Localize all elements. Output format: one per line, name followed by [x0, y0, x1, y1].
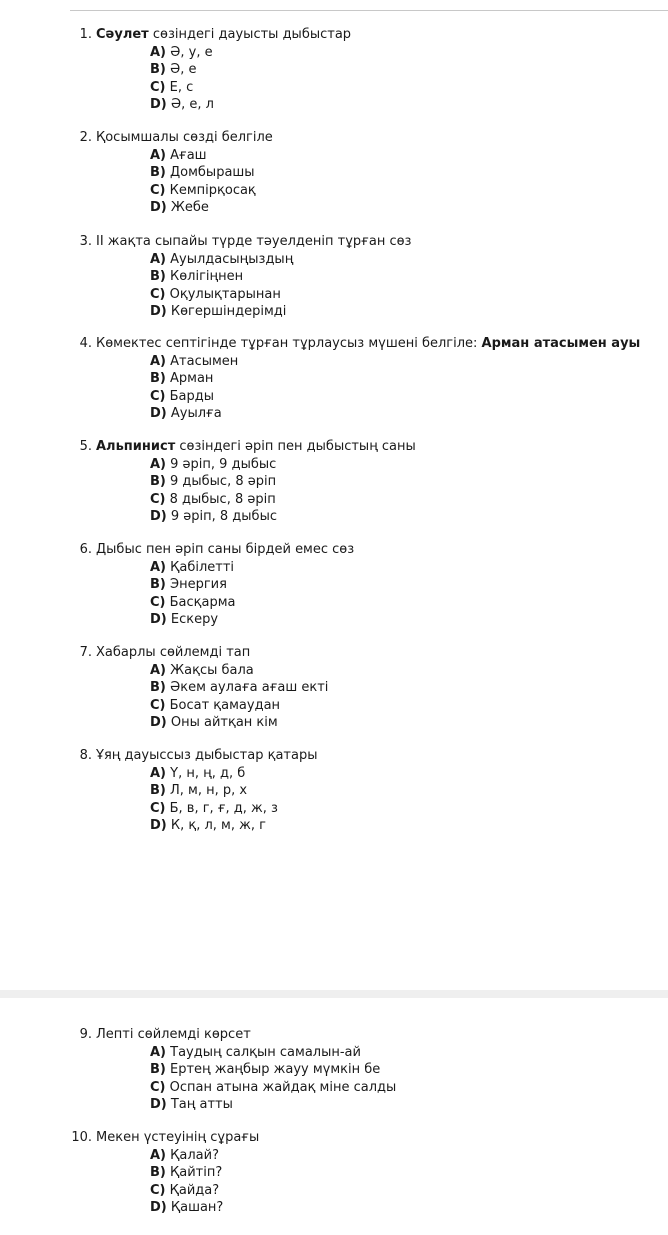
option-text: Ә, у, е: [166, 44, 213, 60]
question-1: [0, 26, 668, 114]
top-divider: [70, 10, 668, 11]
question-text: [96, 335, 640, 353]
option-letter: C): [150, 491, 166, 507]
answer-options: [150, 1147, 668, 1217]
option-text: Б, в, г, ғ, д, ж, з: [165, 800, 278, 816]
option-text: Домбырашы: [165, 165, 255, 180]
option-letter: C): [150, 182, 166, 198]
option-text: Ә, е, л: [166, 97, 214, 112]
option-letter: A): [150, 765, 167, 781]
option-letter: B): [150, 577, 166, 592]
option-letter: D): [150, 304, 167, 319]
answer-option: [150, 576, 668, 594]
option-text: Жебе: [166, 200, 209, 215]
question-text-part: ІІ жақта сыпайы түрде тәуелденіп тұрған сөз: [96, 234, 412, 249]
answer-options: [150, 456, 668, 526]
answer-option: [150, 817, 668, 835]
answer-options: [150, 559, 668, 629]
answer-option: [150, 697, 668, 715]
option-letter: D): [150, 200, 167, 215]
answer-option: [150, 44, 668, 62]
question-line: [0, 541, 668, 559]
answer-option: [150, 1147, 668, 1165]
option-text: 8 дыбыс, 8 әріп: [165, 491, 276, 507]
answer-option: [150, 611, 668, 629]
question-line: [0, 438, 668, 456]
answer-option: [150, 182, 668, 200]
question-number: 10.: [71, 1130, 92, 1145]
answer-options: [150, 44, 668, 114]
answer-option: [150, 286, 668, 304]
option-text: Босат қамаудан: [165, 697, 281, 713]
option-text: Л, м, н, р, х: [165, 783, 248, 798]
option-text: Ауылға: [166, 406, 222, 421]
question-5: [0, 438, 668, 526]
option-letter: A): [150, 559, 167, 575]
option-letter: A): [150, 1044, 167, 1060]
answer-option: [150, 782, 668, 800]
option-text: Жақсы бала: [166, 662, 254, 678]
answer-option: [150, 800, 668, 818]
option-text: Ә, е: [165, 62, 197, 77]
question-line: [0, 129, 668, 147]
option-letter: C): [150, 388, 166, 404]
option-letter: D): [150, 406, 167, 421]
answer-option: [150, 1199, 668, 1217]
option-text: Таудың салқын самалын-ай: [166, 1044, 361, 1060]
answer-option: [150, 594, 668, 612]
question-7: [0, 644, 668, 732]
question-line: [0, 644, 668, 662]
question-number: 6.: [79, 542, 92, 557]
option-letter: A): [150, 353, 167, 369]
answer-option: [150, 559, 668, 577]
question-text-emphasis: Арман атасымен ауы: [481, 336, 641, 351]
option-text: Оқулықтарынан: [165, 286, 281, 302]
question-number: 7.: [79, 645, 92, 660]
option-letter: D): [150, 1200, 167, 1215]
option-letter: B): [150, 269, 166, 284]
answer-option: [150, 1096, 668, 1114]
answer-option: [150, 765, 668, 783]
option-letter: C): [150, 1079, 166, 1095]
question-text-part: Мекен үстеуінің сұрағы: [96, 1130, 260, 1145]
option-text: Кемпірқосақ: [165, 182, 256, 198]
question-text-part: Дыбыс пен әріп саны бірдей емес сөз: [96, 542, 355, 557]
option-letter: A): [150, 251, 167, 267]
answer-option: [150, 199, 668, 217]
answer-option: [150, 662, 668, 680]
option-text: Қалай?: [166, 1147, 219, 1163]
option-letter: A): [150, 147, 167, 163]
answer-option: [150, 147, 668, 165]
answer-option: [150, 61, 668, 79]
question-text: [96, 233, 411, 251]
option-text: Әкем аулаға ағаш екті: [165, 680, 329, 695]
answer-options: [150, 765, 668, 835]
option-text: Ескеру: [166, 612, 219, 627]
option-letter: A): [150, 1147, 167, 1163]
question-text: [96, 747, 317, 765]
answer-options: [150, 662, 668, 732]
question-number: 4.: [79, 336, 92, 351]
question-number: 1.: [79, 27, 92, 42]
question-text: [96, 1026, 251, 1044]
question-line: [0, 1026, 668, 1044]
option-text: Қашан?: [166, 1200, 224, 1215]
option-text: Ауылдасыңыздың: [166, 251, 294, 267]
question-number: 9.: [79, 1027, 92, 1042]
question-text: [96, 1129, 259, 1147]
option-letter: B): [150, 1062, 166, 1077]
question-text-part: Ұяң дауыссыз дыбыстар қатары: [96, 748, 318, 763]
option-letter: D): [150, 1097, 167, 1112]
option-letter: D): [150, 509, 167, 524]
answer-option: [150, 353, 668, 371]
option-text: Қайтіп?: [165, 1165, 223, 1180]
question-line: [0, 233, 668, 251]
option-text: Оны айтқан кім: [166, 715, 278, 730]
question-text-part: Көмектес септігінде тұрған тұрлаусыз мүшені белгіле:: [96, 336, 482, 351]
option-letter: C): [150, 697, 166, 713]
option-letter: D): [150, 715, 167, 730]
question-10: [0, 1129, 668, 1217]
answer-option: [150, 1079, 668, 1097]
option-letter: B): [150, 371, 166, 386]
question-9: [0, 1026, 668, 1114]
option-text: Қабілетті: [166, 559, 235, 575]
question-text-part: сөзіндегі дауысты дыбыстар: [148, 27, 352, 42]
question-line: [0, 1129, 668, 1147]
option-letter: C): [150, 800, 166, 816]
answer-option: [150, 251, 668, 269]
answer-options: [150, 251, 668, 321]
question-2: [0, 129, 668, 217]
answer-option: [150, 456, 668, 474]
answer-options: [150, 147, 668, 217]
next-question-cut-off: [0, 1226, 668, 1235]
question-4: [0, 335, 668, 423]
option-text: Арман: [165, 371, 214, 386]
option-letter: B): [150, 62, 166, 77]
question-text: [96, 438, 416, 456]
answer-option: [150, 491, 668, 509]
option-letter: D): [150, 612, 167, 627]
question-text: [96, 644, 250, 662]
option-text: Барды: [165, 388, 215, 404]
option-letter: A): [150, 456, 167, 472]
option-text: Таң атты: [166, 1097, 233, 1112]
option-letter: B): [150, 165, 166, 180]
option-text: Ағаш: [166, 147, 207, 163]
question-text-part: Хабарлы сөйлемді тап: [96, 645, 251, 660]
answer-option: [150, 303, 668, 321]
answer-option: [150, 79, 668, 97]
answer-option: [150, 473, 668, 491]
answer-option: [150, 96, 668, 114]
option-text: Қайда?: [165, 1182, 220, 1198]
answer-option: [150, 1044, 668, 1062]
option-text: Атасымен: [166, 353, 239, 369]
option-text: Оспан атына жайдақ міне салды: [165, 1079, 397, 1095]
option-letter: A): [150, 662, 167, 678]
question-text: [96, 26, 351, 44]
answer-option: [150, 714, 668, 732]
question-number: 5.: [79, 439, 92, 454]
answer-option: [150, 370, 668, 388]
question-text-part: Лепті сөйлемді көрсет: [96, 1027, 251, 1042]
option-text: Е, с: [165, 79, 194, 95]
question-6: [0, 541, 668, 629]
question-text-part: Қосымшалы сөзді белгіле: [96, 130, 273, 145]
question-line: [0, 335, 668, 353]
answer-option: [150, 1182, 668, 1200]
option-letter: B): [150, 1165, 166, 1180]
option-text: К, қ, л, м, ж, г: [166, 818, 266, 833]
option-letter: C): [150, 79, 166, 95]
question-line: [0, 26, 668, 44]
answer-option: [150, 1164, 668, 1182]
option-text: 9 әріп, 8 дыбыс: [166, 509, 277, 524]
option-letter: A): [150, 44, 167, 60]
option-letter: B): [150, 474, 166, 489]
option-text: Басқарма: [165, 594, 236, 610]
question-number: 2.: [79, 130, 92, 145]
question-3: [0, 233, 668, 321]
option-letter: B): [150, 680, 166, 695]
option-text: Көлігіңнен: [165, 269, 244, 284]
answer-option: [150, 388, 668, 406]
option-text: 9 әріп, 9 дыбыс: [166, 456, 277, 472]
option-letter: C): [150, 1182, 166, 1198]
question-text-emphasis: Альпинист: [96, 439, 176, 454]
answer-option: [150, 268, 668, 286]
answer-option: [150, 405, 668, 423]
question-line: [0, 747, 668, 765]
option-letter: D): [150, 97, 167, 112]
answer-option: [150, 508, 668, 526]
option-letter: C): [150, 594, 166, 610]
answer-options: [150, 353, 668, 423]
option-text: 9 дыбыс, 8 әріп: [165, 474, 277, 489]
option-letter: D): [150, 818, 167, 833]
question-8: [0, 747, 668, 835]
answer-option: [150, 164, 668, 182]
option-text: Энергия: [165, 577, 227, 592]
option-text: Ертең жаңбыр жауу мүмкін бе: [165, 1062, 381, 1077]
question-number: 8.: [79, 748, 92, 763]
question-text-emphasis: Сәулет: [96, 27, 149, 42]
question-text: [96, 129, 273, 147]
option-text: Ү, н, ң, д, б: [166, 765, 246, 781]
answer-option: [150, 1061, 668, 1079]
page-break: [0, 990, 668, 998]
question-number: 3.: [79, 234, 92, 249]
answer-options: [150, 1044, 668, 1114]
option-text: Көгершіндерімді: [166, 304, 287, 319]
question-text-part: сөзіндегі әріп пен дыбыстың саны: [175, 439, 416, 454]
option-letter: C): [150, 286, 166, 302]
answer-option: [150, 679, 668, 697]
option-letter: B): [150, 783, 166, 798]
question-text: [96, 541, 354, 559]
